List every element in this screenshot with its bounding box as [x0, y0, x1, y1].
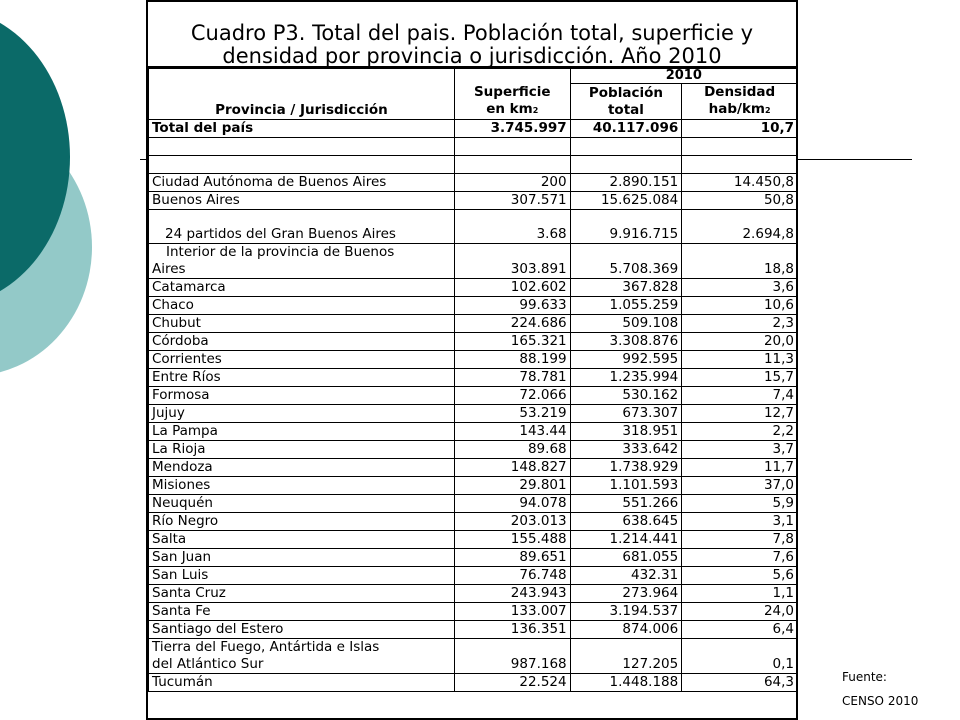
cell-name: Córdoba	[149, 333, 455, 351]
cell-density: 3,7	[682, 441, 798, 459]
cell-density: 12,7	[682, 405, 798, 423]
cell-population: 40.117.096	[570, 120, 682, 138]
table-title	[148, 2, 796, 68]
cell-population: 1.235.994	[570, 369, 682, 387]
cell-name	[149, 639, 455, 674]
cell-density: 1,1	[682, 585, 798, 603]
cell-surface: 89.68	[454, 441, 570, 459]
cell-population: 333.642	[570, 441, 682, 459]
table-row	[149, 549, 798, 567]
cell-population: 3.308.876	[570, 333, 682, 351]
table-row	[149, 423, 798, 441]
cell-population: 273.964	[570, 585, 682, 603]
source-label: Fuente:	[842, 670, 887, 684]
cell-density: 15,7	[682, 369, 798, 387]
cell-name: Catamarca	[149, 279, 455, 297]
row-tierra-del-fuego	[149, 639, 798, 674]
cell-surface: 136.351	[454, 621, 570, 639]
header-population-line2: total	[607, 102, 644, 118]
cell-name: Neuquén	[149, 495, 455, 513]
cell-surface: 303.891	[454, 244, 570, 279]
cell-density: 7,4	[682, 387, 798, 405]
cell-population: 1.448.188	[570, 674, 682, 692]
cell-population: 638.645	[570, 513, 682, 531]
row-caba	[149, 174, 798, 192]
cell-name: Corrientes	[149, 351, 455, 369]
cell-density: 5,9	[682, 495, 798, 513]
header-density-line1: Densidad	[704, 84, 776, 100]
cell-name: Mendoza	[149, 459, 455, 477]
row-gba	[149, 210, 798, 244]
cell-density: 37,0	[682, 477, 798, 495]
cell-name: Chaco	[149, 297, 455, 315]
cell-density: 64,3	[682, 674, 798, 692]
cell-name: Río Negro	[149, 513, 455, 531]
header-surface-line1: Superficie	[473, 84, 551, 100]
population-table	[148, 68, 798, 692]
cell-name: Chubut	[149, 315, 455, 333]
cell-name-line2: Aires	[152, 261, 186, 277]
table-row	[149, 621, 798, 639]
cell-density: 7,6	[682, 549, 798, 567]
table-row	[149, 585, 798, 603]
table-row	[149, 351, 798, 369]
header-density	[682, 84, 798, 120]
table-row	[149, 513, 798, 531]
cell-surface: 3.745.997	[454, 120, 570, 138]
cell-population: 1.214.441	[570, 531, 682, 549]
table-row	[149, 567, 798, 585]
spacer-row	[149, 138, 798, 156]
cell-name: San Juan	[149, 549, 455, 567]
cell-population: 673.307	[570, 405, 682, 423]
cell-density: 2.694,8	[682, 210, 798, 244]
cell-surface: 78.781	[454, 369, 570, 387]
cell-surface: 203.013	[454, 513, 570, 531]
cell-density: 14.450,8	[682, 174, 798, 192]
row-tucuman	[149, 674, 798, 692]
cell-name: Ciudad Autónoma de Buenos Aires	[149, 174, 455, 192]
table-title-line2: densidad por provincia o jurisdicción. Año 2010	[222, 44, 722, 68]
cell-name: Santiago del Estero	[149, 621, 455, 639]
cell-population: 1.055.259	[570, 297, 682, 315]
table-row	[149, 531, 798, 549]
cell-name: La Pampa	[149, 423, 455, 441]
source-note	[842, 665, 952, 713]
cell-population: 432.31	[570, 567, 682, 585]
table-row	[149, 405, 798, 423]
cell-name: 24 partidos del Gran Buenos Aires	[149, 210, 455, 244]
cell-population: 3.194.537	[570, 603, 682, 621]
cell-surface: 987.168	[454, 639, 570, 674]
row-interior	[149, 244, 798, 279]
cell-surface: 94.078	[454, 495, 570, 513]
cell-population: 15.625.084	[570, 192, 682, 210]
cell-population: 9.916.715	[570, 210, 682, 244]
header-province: Provincia / Jurisdicción	[149, 69, 455, 120]
cell-population: 318.951	[570, 423, 682, 441]
table-row	[149, 297, 798, 315]
cell-density: 3,1	[682, 513, 798, 531]
cell-name-line2: del Atlántico Sur	[152, 656, 264, 672]
cell-surface: 99.633	[454, 297, 570, 315]
cell-surface: 3.68	[454, 210, 570, 244]
cell-surface: 76.748	[454, 567, 570, 585]
cell-name: Entre Ríos	[149, 369, 455, 387]
header-density-sub: 2	[765, 106, 771, 115]
cell-surface: 200	[454, 174, 570, 192]
cell-surface: 224.686	[454, 315, 570, 333]
cell-population: 367.828	[570, 279, 682, 297]
cell-density: 6,4	[682, 621, 798, 639]
header-population	[570, 84, 682, 120]
table-row	[149, 333, 798, 351]
cell-population: 681.055	[570, 549, 682, 567]
cell-name: Tucumán	[149, 674, 455, 692]
cell-surface: 133.007	[454, 603, 570, 621]
cell-name: Jujuy	[149, 405, 455, 423]
cell-name	[149, 244, 455, 279]
header-density-line2: hab/km	[708, 101, 766, 117]
cell-surface: 29.801	[454, 477, 570, 495]
cell-density: 18,8	[682, 244, 798, 279]
cell-density: 11,3	[682, 351, 798, 369]
cell-name: Total del país	[149, 120, 455, 138]
table-row	[149, 603, 798, 621]
cell-population: 2.890.151	[570, 174, 682, 192]
cell-population: 5.708.369	[570, 244, 682, 279]
cell-population: 127.205	[570, 639, 682, 674]
table-row	[149, 387, 798, 405]
table-row	[149, 279, 798, 297]
table-row	[149, 477, 798, 495]
cell-surface: 102.602	[454, 279, 570, 297]
cell-name-line1: Tierra del Fuego, Antártida e Islas	[152, 639, 380, 655]
table-row	[149, 459, 798, 477]
header-surface	[454, 69, 570, 120]
table-row	[149, 441, 798, 459]
cell-surface: 165.321	[454, 333, 570, 351]
row-total	[149, 120, 798, 138]
source-value: CENSO 2010	[842, 694, 919, 708]
cell-name-line1: Interior de la provincia de Buenos	[166, 244, 395, 260]
cell-population: 509.108	[570, 315, 682, 333]
cell-name: Salta	[149, 531, 455, 549]
cell-density: 2,3	[682, 315, 798, 333]
header-population-line1: Población	[588, 85, 663, 101]
cell-density: 2,2	[682, 423, 798, 441]
cell-density: 7,8	[682, 531, 798, 549]
header-surface-line2: en km	[486, 101, 533, 117]
cell-surface: 307.571	[454, 192, 570, 210]
cell-density: 20,0	[682, 333, 798, 351]
cell-surface: 155.488	[454, 531, 570, 549]
table-row	[149, 495, 798, 513]
cell-density: 10,7	[682, 120, 798, 138]
row-buenos-aires	[149, 192, 798, 210]
table-title-line1: Cuadro P3. Total del pais. Población total, superficie y	[190, 21, 754, 45]
table-row	[149, 369, 798, 387]
cell-density: 50,8	[682, 192, 798, 210]
cell-density: 3,6	[682, 279, 798, 297]
header-year: 2010	[570, 69, 797, 84]
cell-population: 530.162	[570, 387, 682, 405]
cell-density: 24,0	[682, 603, 798, 621]
cell-surface: 89.651	[454, 549, 570, 567]
cell-surface: 88.199	[454, 351, 570, 369]
cell-surface: 53.219	[454, 405, 570, 423]
spacer-row	[149, 156, 798, 174]
header-surface-sub: 2	[532, 106, 539, 115]
cell-density: 10,6	[682, 297, 798, 315]
cell-population: 551.266	[570, 495, 682, 513]
cell-surface: 22.524	[454, 674, 570, 692]
cell-name: Santa Cruz	[149, 585, 455, 603]
cell-surface: 148.827	[454, 459, 570, 477]
cell-name: Santa Fe	[149, 603, 455, 621]
cell-surface: 143.44	[454, 423, 570, 441]
cell-population: 1.738.929	[570, 459, 682, 477]
cell-name: San Luis	[149, 567, 455, 585]
cell-surface: 72.066	[454, 387, 570, 405]
cell-density: 11,7	[682, 459, 798, 477]
population-table-frame	[146, 0, 798, 720]
cell-density: 0,1	[682, 639, 798, 674]
cell-surface: 243.943	[454, 585, 570, 603]
cell-population: 874.006	[570, 621, 682, 639]
cell-name: La Rioja	[149, 441, 455, 459]
table-row	[149, 315, 798, 333]
cell-name: Misiones	[149, 477, 455, 495]
province-rows	[149, 279, 798, 639]
cell-population: 1.101.593	[570, 477, 682, 495]
cell-density: 5,6	[682, 567, 798, 585]
cell-population: 992.595	[570, 351, 682, 369]
cell-name: Formosa	[149, 387, 455, 405]
cell-name: Buenos Aires	[149, 192, 455, 210]
